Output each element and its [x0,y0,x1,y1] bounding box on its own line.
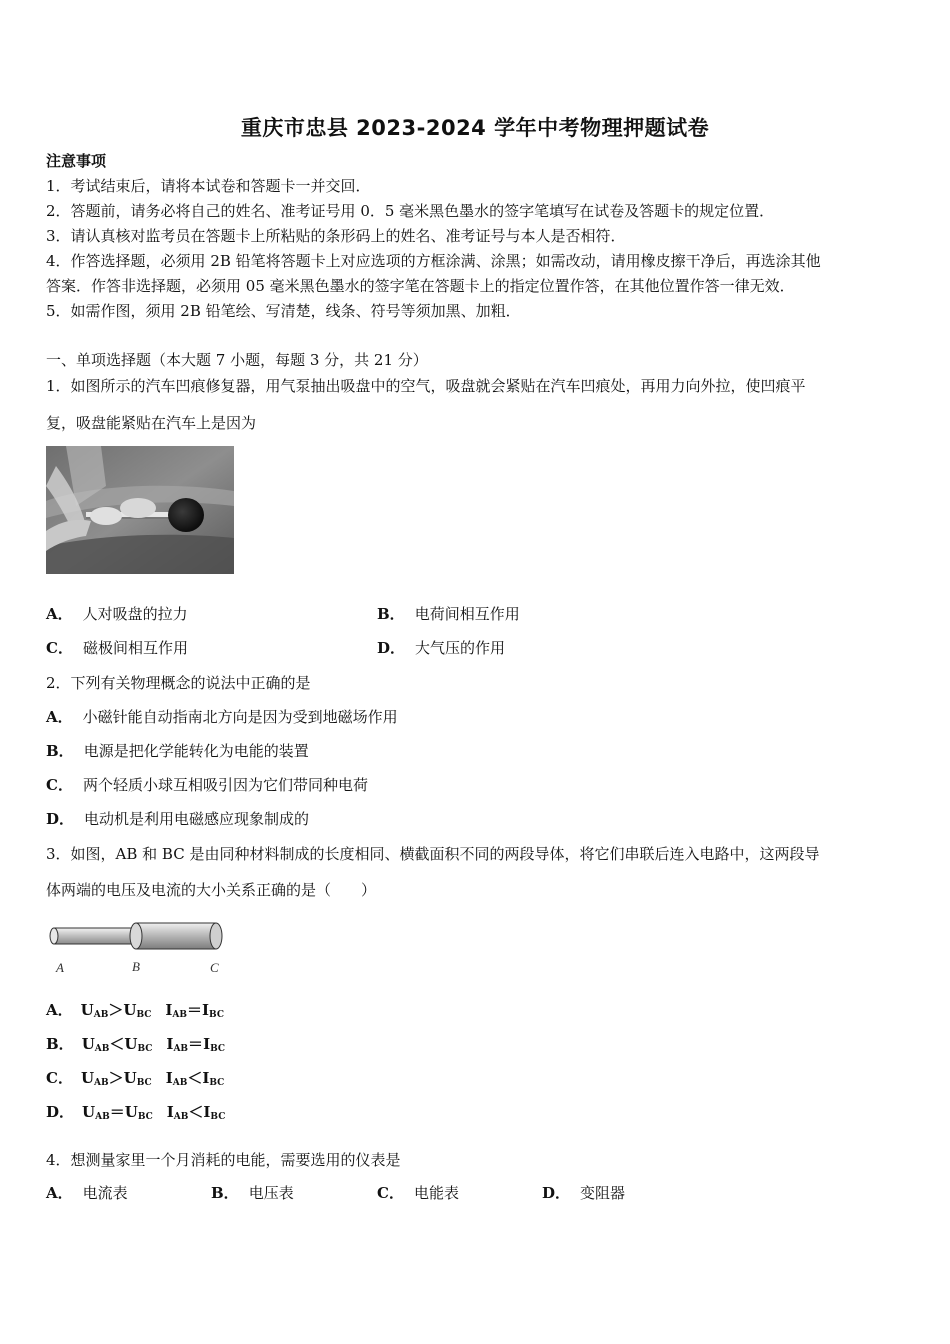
q2-option-c[interactable] [46,775,368,795]
q4-option-a[interactable] [46,1183,128,1203]
var-u: U [123,1001,137,1019]
subscript: AB [172,1010,187,1020]
q3-option-a[interactable] [46,1000,224,1025]
option-text: 人对吸盘的拉力 [82,605,188,623]
question-4-stem: 4．想测量家里一个月消耗的电能，需要选用的仪表是 [46,1151,401,1169]
var-i: I [166,1035,174,1053]
option-text: 磁极间相互作用 [82,639,188,657]
q4-option-c[interactable] [377,1183,459,1203]
option-label: C． [46,1069,73,1087]
option-label: B． [46,1035,74,1053]
operator: ＝ [188,1035,204,1053]
q2-option-d[interactable] [46,809,309,829]
var-u: U [124,1103,138,1121]
option-label: D． [46,1103,75,1121]
label-a: A [56,960,64,975]
operator: ＝ [109,1103,125,1121]
operator: ＜ [188,1103,204,1121]
option-label: D． [377,639,406,657]
question-2-stem: 2．下列有关物理概念的说法中正确的是 [46,674,311,692]
notice-item: 2．答题前，请务必将自己的姓名、准考证号用 0．5 毫米黑色墨水的签字笔填写在试卷及答题卡的规定位置． [46,202,775,220]
dent-repair-photo [46,446,234,574]
notice-item: 1．考试结束后，请将本试卷和答题卡一并交回． [46,177,371,195]
option-text: 电源是把化学能转化为电能的装置 [83,742,309,760]
option-text: 电压表 [248,1184,294,1202]
operator: ＝ [187,1001,203,1019]
option-text: 大气压的作用 [415,639,506,657]
subscript: AB [94,1078,109,1088]
var-i: I [203,1035,211,1053]
notice-item: 4．作答选择题，必须用 2B 铅笔将答题卡上对应选项的方框涂满、涂黑；如需改动，请用橡皮擦干净后，再选涂其他 [46,252,821,270]
notice-item: 答案．作答非选择题，必须用 05 毫米黑色墨水的签字笔在答题卡上的指定位置作答，在其他位置作答一律无效． [46,277,795,295]
subscript: BC [136,1010,152,1020]
q1-option-c[interactable] [46,638,188,658]
option-text: 变阻器 [580,1184,626,1202]
q4-option-d[interactable] [542,1183,625,1203]
q3-option-d[interactable] [46,1102,225,1127]
label-b: B [132,959,140,974]
operator: ＞ [108,1069,124,1087]
var-i: I [202,1001,210,1019]
notice-item: 5．如需作图，须用 2B 铅笔绘、写清楚，线条、符号等须加黑、加粗． [46,302,521,320]
q3-option-b[interactable] [46,1034,225,1059]
option-text: 电动机是利用电磁感应现象制成的 [84,810,310,828]
notice-item: 3．请认真核对监考员在答题卡上所粘贴的条形码上的姓名、准考证号与本人是否相符． [46,227,626,245]
subscript: AB [173,1044,189,1054]
option-text: 电能表 [413,1184,459,1202]
section-heading: 一、单项选择题（本大题 7 小题，每题 3 分，共 21 分） [46,351,428,369]
option-text: 两个轻质小球互相吸引因为它们带同种电荷 [82,776,368,794]
operator: ＜ [109,1035,125,1053]
var-i: I [166,1103,174,1121]
subscript: BC [210,1112,226,1122]
q3-option-c[interactable] [46,1068,224,1093]
option-label: C． [46,776,73,794]
subscript: BC [209,1010,224,1020]
option-label: A． [46,1184,73,1202]
option-label: C． [377,1184,404,1202]
var-u: U [123,1069,137,1087]
operator: ＞ [108,1001,124,1019]
subscript: BC [136,1078,152,1088]
question-1-stem-cont: 复，吸盘能紧贴在汽车上是因为 [46,414,257,432]
question-1-stem: 1．如图所示的汽车凹痕修复器，用气泵抽出吸盘中的空气，吸盘就会紧贴在汽车凹痕处，再用力向外拉，使凹痕平 [46,377,806,395]
q1-option-a[interactable] [46,604,188,624]
var-i: I [202,1069,210,1087]
question-3-stem-cont: 体两端的电压及电流的大小关系正确的是（ ） [46,881,377,899]
subscript: AB [95,1112,110,1122]
subscript: AB [172,1078,188,1088]
subscript: BC [210,1044,226,1054]
option-text: 电流表 [82,1184,128,1202]
subscript: BC [137,1112,153,1122]
notice-heading: 注意事项 [46,152,107,170]
question-3-stem: 3．如图，AB 和 BC 是由同种材料制成的长度相同、横截面积不同的两段导体，将它们串联后连入电路中，这两段导 [46,845,820,863]
option-text: 小磁针能自动指南北方向是因为受到地磁场作用 [82,708,398,726]
subscript: AB [94,1044,110,1054]
var-u: U [80,1001,94,1019]
q2-option-a[interactable] [46,707,398,727]
page-title: 重庆市忠县 2023-2024 学年中考物理押题试卷 [240,116,710,140]
option-text: 电荷间相互作用 [414,605,520,623]
q4-option-b[interactable] [211,1183,294,1203]
q2-option-b[interactable] [46,741,309,761]
subscript: BC [209,1078,225,1088]
var-i: I [203,1103,211,1121]
var-u: U [81,1035,95,1053]
var-u: U [124,1035,138,1053]
subscript: BC [137,1044,153,1054]
option-label: D． [46,810,75,828]
subscript: AB [173,1112,189,1122]
option-label: A． [46,605,73,623]
var-i: I [165,1001,173,1019]
q1-option-b[interactable] [377,604,520,624]
option-label: A． [46,1001,73,1019]
option-label: B． [377,605,405,623]
option-label: A． [46,708,73,726]
q1-option-d[interactable] [377,638,505,658]
operator: ＜ [187,1069,203,1087]
var-u: U [80,1069,95,1087]
var-i: I [165,1069,173,1087]
conductor-diagram [46,920,228,978]
option-label: B． [211,1184,239,1202]
label-c: C [210,960,219,975]
var-u: U [82,1103,96,1121]
subscript: AB [93,1010,109,1020]
option-label: D． [542,1184,571,1202]
option-label: B． [46,742,74,760]
option-label: C． [46,639,73,657]
